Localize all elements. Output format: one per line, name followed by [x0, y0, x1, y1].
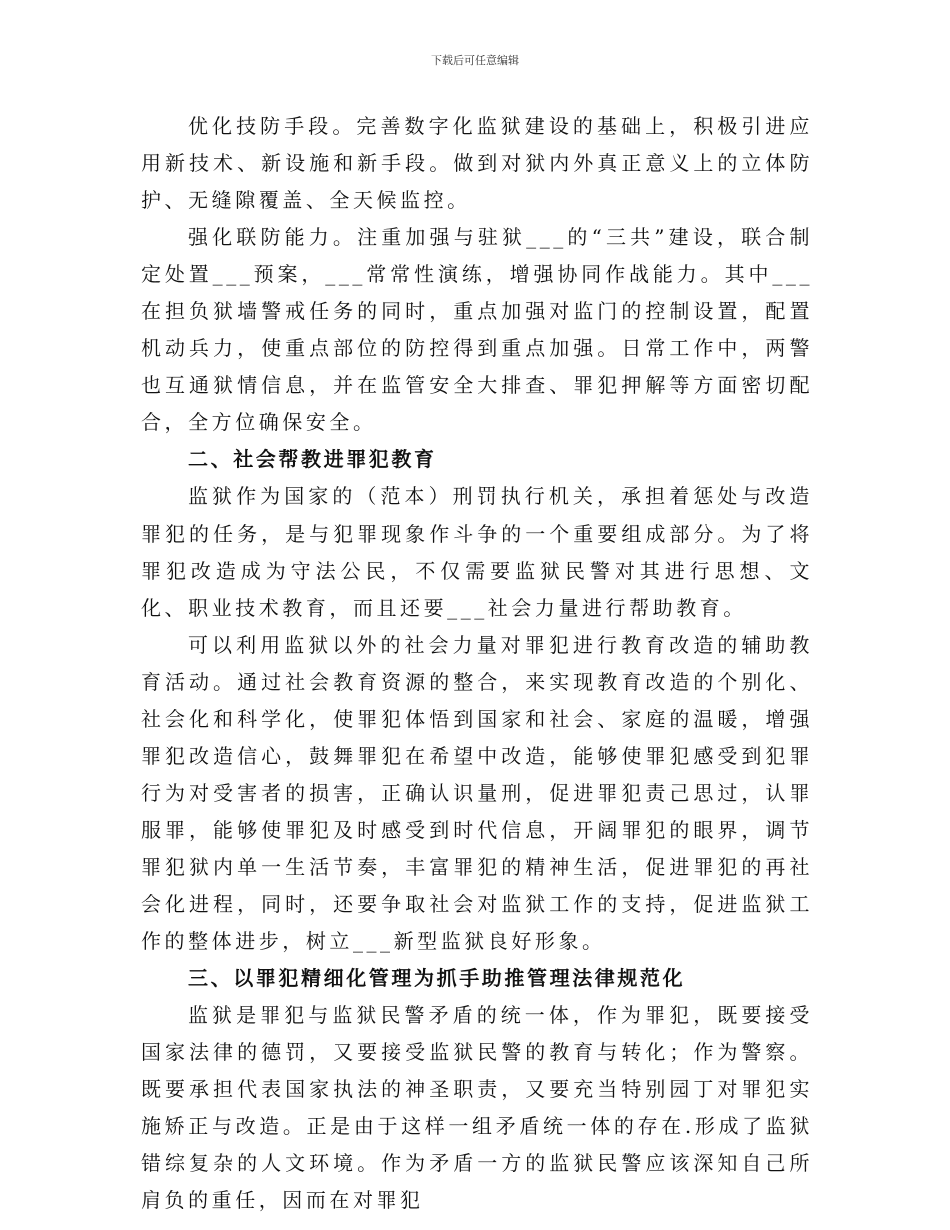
paragraph-contradiction-unity: 监狱是罪犯与监狱民警矛盾的统一体，作为罪犯，既要接受国家法律的德罚，又要接受监狱民警的教育与转化；作为警察。既要承担代表国家执法的神圣职责，又要充当特别园丁对罪犯实施矫正与改造。正是由于这样一组矛盾统一体的存在.形成了监狱错综复杂的人文环境。作为矛盾一方的监狱民警应该深知自己所肩负的重任，因而在对罪犯 [141, 1003, 813, 1213]
page-header: 下载后可任意编辑 [431, 54, 519, 67]
section-heading-social-help: 二、社会帮教进罪犯教育 [188, 447, 437, 472]
paragraph-social-education: 可以利用监狱以外的社会力量对罪犯进行教育改造的辅助教育活动。通过社会教育资源的整合，来实现教育改造的个别化、社会化和科学化，使罪犯体悟到国家和社会、家庭的温暖，增强罪犯改造信心，鼓舞罪犯在希望中改造，能够使罪犯感受到犯罪行为对受害者的损害，正确认识量刑，促进罪犯责己思过，认罪服罪，能够使罪犯及时感受到时代信息，开阔罪犯的眼界，调节罪犯狱内单一生活节奏，丰富罪犯的精神生活，促进罪犯的再社会化进程，同时，还要争取社会对监狱工作的支持，促进监狱工作的整体进步，树立___新型监狱良好形象。 [141, 632, 813, 954]
document-body [141, 108, 813, 1219]
paragraph-prison-role: 监狱作为国家的（范本）刑罚执行机关，承担着惩处与改造罪犯的任务，是与犯罪现象作斗争的一个重要组成部分。为了将罪犯改造成为守法公民，不仅需要监狱民警对其进行思想、文化、职业技术教育，而且还要___社会力量进行帮助教育。 [141, 484, 813, 620]
paragraph-joint-defense: 强化联防能力。注重加强与驻狱___的“三共”建设，联合制定处置___预案，___常常性演练，增强协同作战能力。其中___在担负狱墙警戒任务的同时，重点加强对监门的控制设置，配置机动兵力，使重点部位的防控得到重点加强。日常工作中，两警也互通狱情信息，并在监管安全大排查、罪犯押解等方面密切配合，全方位确保安全。 [141, 225, 813, 435]
section-heading-fine-management: 三、以罪犯精细化管理为抓手助推管理法律规范化 [188, 966, 686, 991]
paragraph-tech-defense: 优化技防手段。完善数字化监狱建设的基础上，积极引进应用新技术、新设施和新手段。做到对狱内外真正意义上的立体防护、无缝隙覆盖、全天候监控。 [141, 114, 813, 213]
